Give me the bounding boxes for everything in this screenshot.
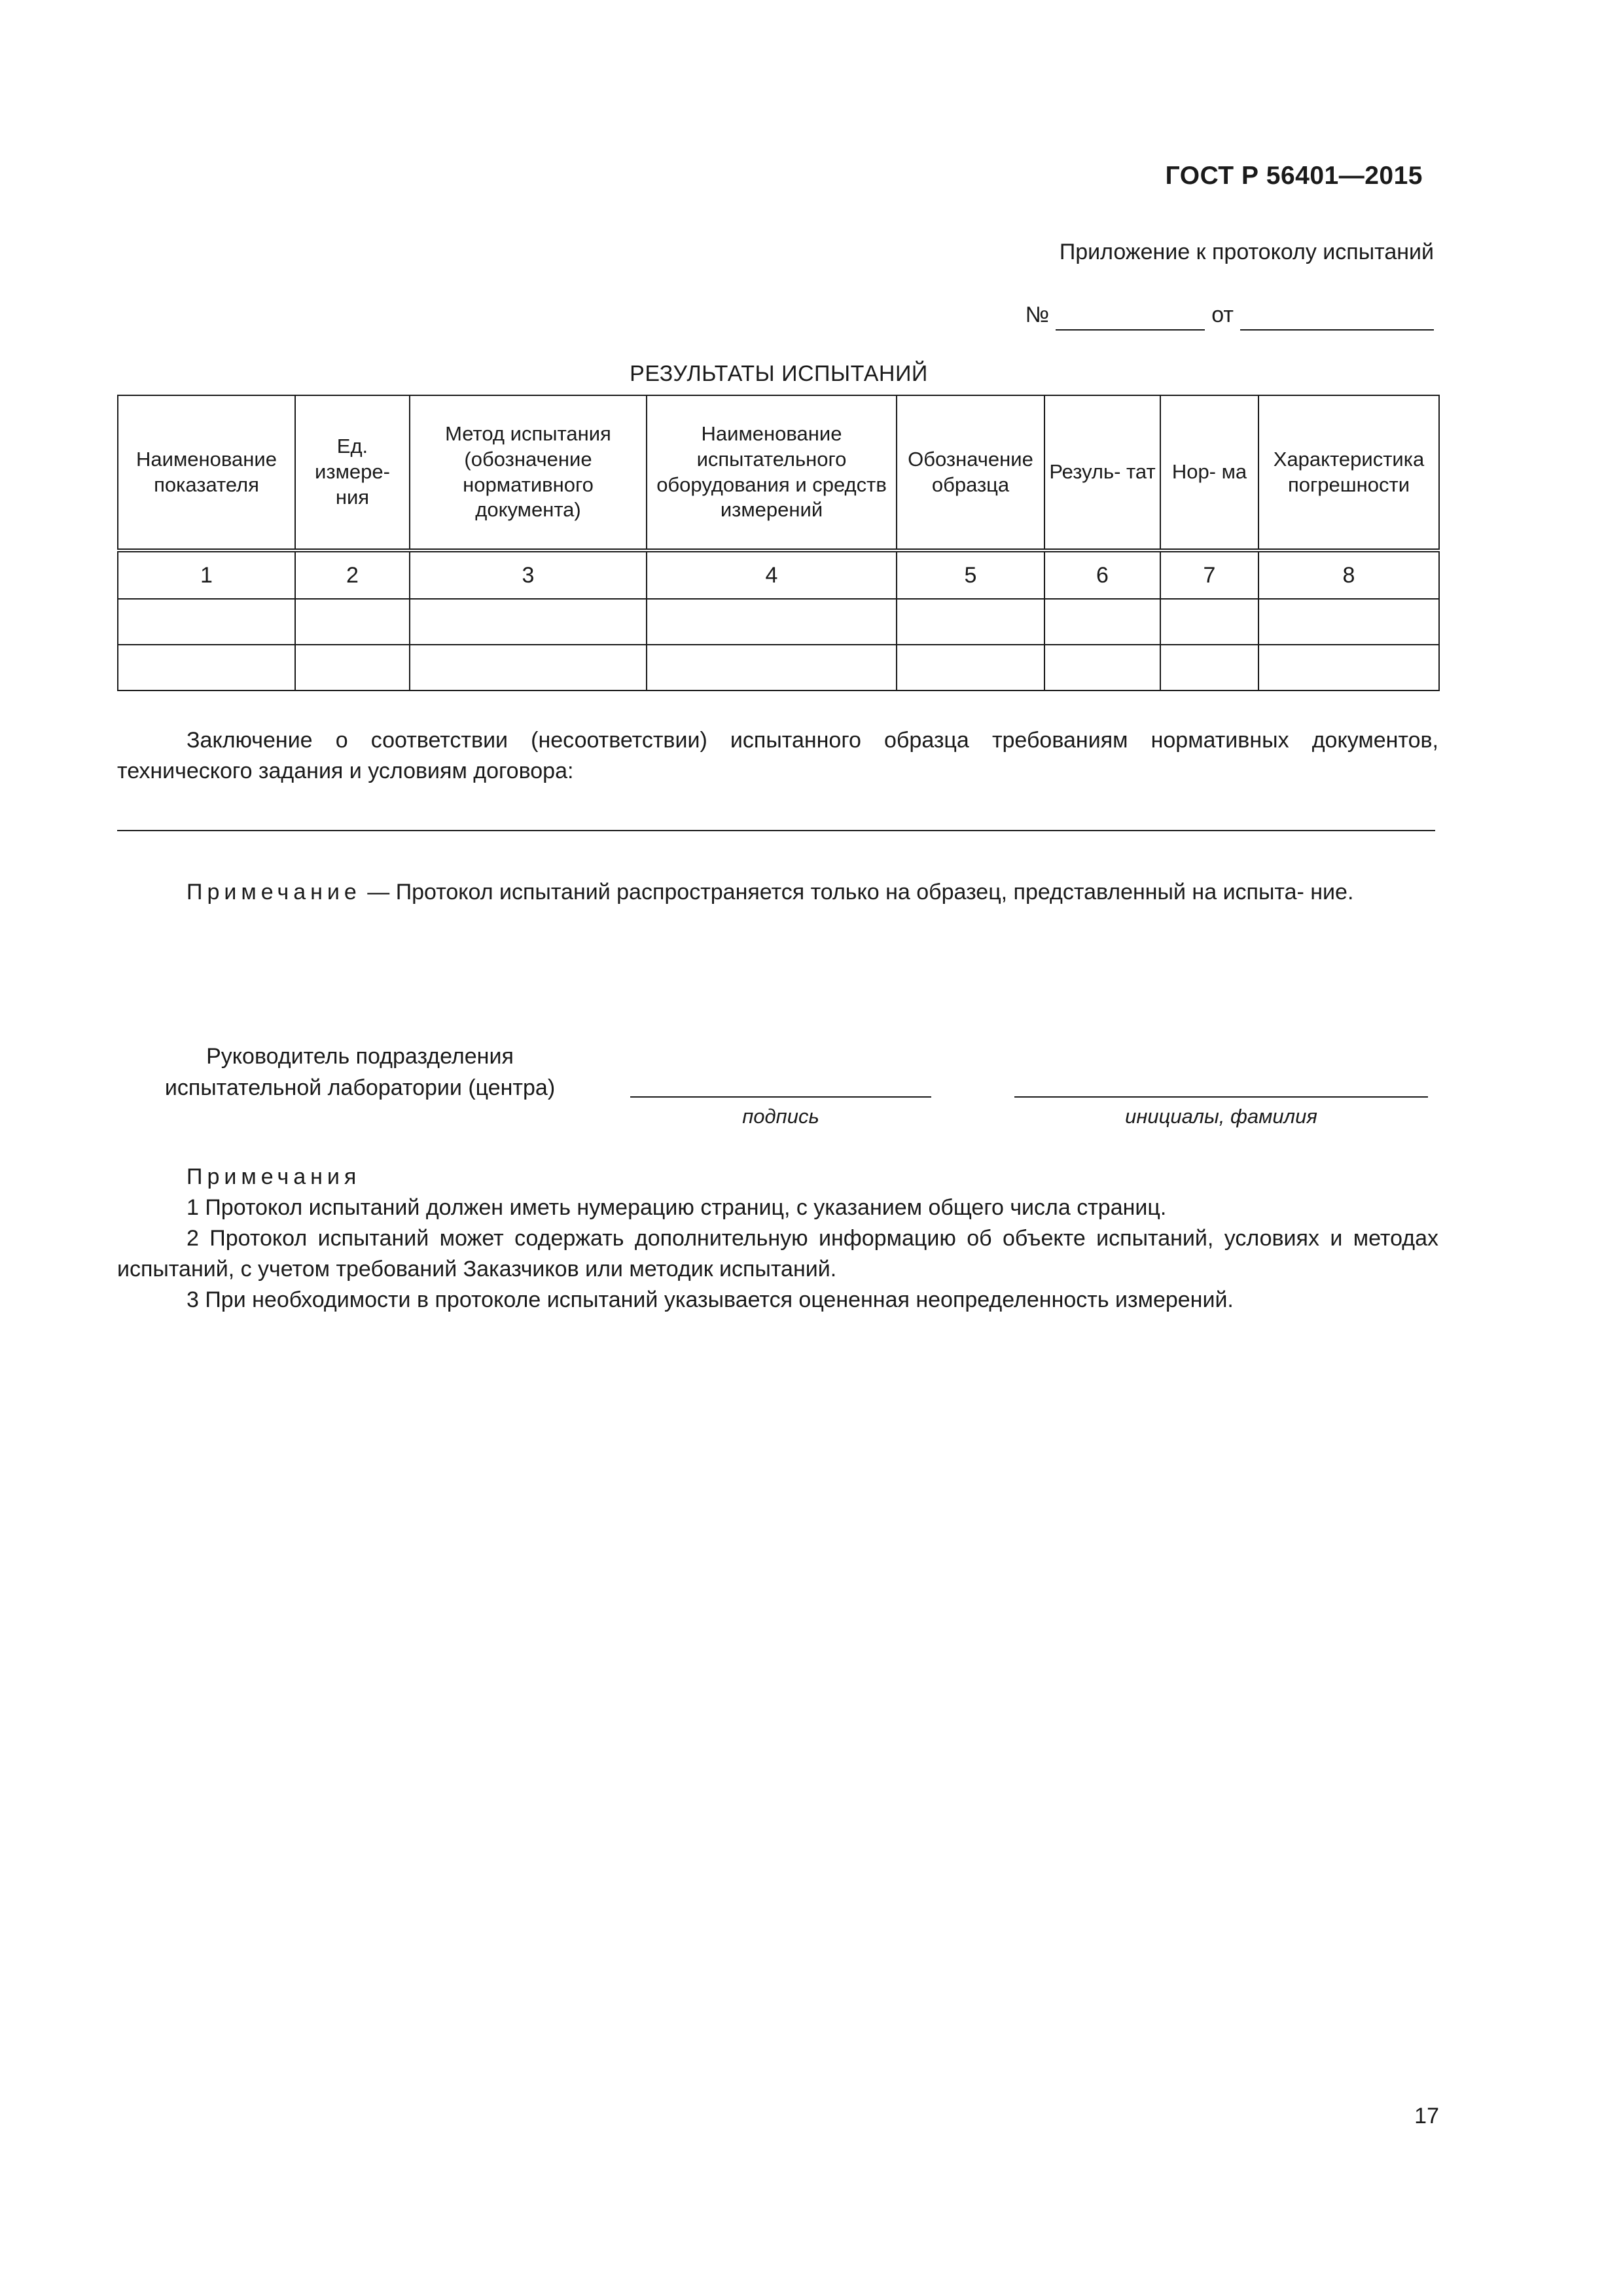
column-header-indicator: Наименование показателя bbox=[118, 395, 295, 550]
protocol-number-line bbox=[1026, 300, 1434, 331]
table-cell[interactable] bbox=[647, 645, 897, 691]
table-cell[interactable] bbox=[295, 599, 410, 645]
column-header-result: Резуль- тат bbox=[1044, 395, 1160, 550]
notes-block bbox=[117, 1162, 1438, 1316]
column-number: 3 bbox=[410, 550, 647, 599]
column-header-equipment: Наименование испытательного оборудования и средств измерений bbox=[647, 395, 897, 550]
table-cell[interactable] bbox=[410, 599, 647, 645]
note-item: 2 Протокол испытаний может содержать дополнительную информацию об объекте испытаний, условиях и методах испытаний, с учетом требований Заказчиков или методик испытаний. bbox=[117, 1225, 1438, 1282]
results-table bbox=[117, 395, 1440, 691]
table-row bbox=[118, 645, 1439, 691]
signature-line[interactable] bbox=[630, 1096, 931, 1098]
name-caption: инициалы, фамилия bbox=[1125, 1105, 1317, 1128]
protocol-date-field[interactable] bbox=[1240, 306, 1434, 331]
date-label: от bbox=[1211, 302, 1234, 327]
note-item: 1 Протокол испытаний должен иметь нумерацию страниц, с указанием общего числа страниц. bbox=[187, 1194, 1167, 1220]
table-cell[interactable] bbox=[1044, 599, 1160, 645]
column-number: 6 bbox=[1044, 550, 1160, 599]
note-item: 3 При необходимости в протоколе испытаний указывается оцененная неопределенность измерений. bbox=[187, 1287, 1234, 1312]
table-column-numbers-row bbox=[118, 550, 1439, 599]
column-number: 7 bbox=[1160, 550, 1258, 599]
table-cell[interactable] bbox=[410, 645, 647, 691]
table-cell[interactable] bbox=[897, 645, 1044, 691]
column-header-error: Характеристика погрешности bbox=[1258, 395, 1439, 550]
note-text: — Протокол испытаний распространяется только на образец, представленный на испыта- ние. bbox=[361, 880, 1354, 905]
page-number: 17 bbox=[1414, 2104, 1439, 2128]
signer-title-line1: Руководитель подразделения bbox=[206, 1044, 514, 1069]
table-cell[interactable] bbox=[897, 599, 1044, 645]
table-cell[interactable] bbox=[1044, 645, 1160, 691]
signature-caption: подпись bbox=[742, 1105, 819, 1128]
conclusion-fill-line[interactable] bbox=[117, 830, 1435, 831]
conclusion-text: Заключение о соответствии (несоответствии) испытанного образца требованиям нормативных документов, технического задания и условиям договора: bbox=[117, 728, 1438, 783]
table-cell[interactable] bbox=[1160, 599, 1258, 645]
signer-title bbox=[137, 1041, 582, 1104]
table-cell[interactable] bbox=[1160, 645, 1258, 691]
column-header-test-method: Метод испытания (обозначение нормативного документа) bbox=[410, 395, 647, 550]
notes-title: Примечания bbox=[187, 1164, 361, 1189]
note-paragraph bbox=[117, 877, 1438, 908]
column-header-sample-id: Обозначение образца bbox=[897, 395, 1044, 550]
table-cell[interactable] bbox=[118, 645, 295, 691]
table-cell[interactable] bbox=[118, 599, 295, 645]
table-cell[interactable] bbox=[1258, 645, 1439, 691]
table-row bbox=[118, 599, 1439, 645]
document-standard-id: ГОСТ Р 56401—2015 bbox=[1165, 162, 1423, 190]
note-label: Примечание bbox=[187, 880, 361, 905]
table-cell[interactable] bbox=[295, 645, 410, 691]
column-number: 2 bbox=[295, 550, 410, 599]
results-table-title: РЕЗУЛЬТАТЫ ИСПЫТАНИЙ bbox=[630, 361, 928, 386]
column-header-unit: Ед. измере- ния bbox=[295, 395, 410, 550]
column-number: 8 bbox=[1258, 550, 1439, 599]
signer-title-line2: испытательной лаборатории (центра) bbox=[164, 1075, 556, 1101]
table-cell[interactable] bbox=[1258, 599, 1439, 645]
name-line[interactable] bbox=[1014, 1096, 1428, 1098]
protocol-number-field[interactable] bbox=[1056, 306, 1205, 331]
number-label: № bbox=[1025, 302, 1050, 327]
column-number: 5 bbox=[897, 550, 1044, 599]
table-cell[interactable] bbox=[647, 599, 897, 645]
appendix-title: Приложение к протоколу испытаний bbox=[1059, 240, 1434, 264]
table-header-row bbox=[118, 395, 1439, 550]
column-header-norm: Нор- ма bbox=[1160, 395, 1258, 550]
column-number: 1 bbox=[118, 550, 295, 599]
column-number: 4 bbox=[647, 550, 897, 599]
